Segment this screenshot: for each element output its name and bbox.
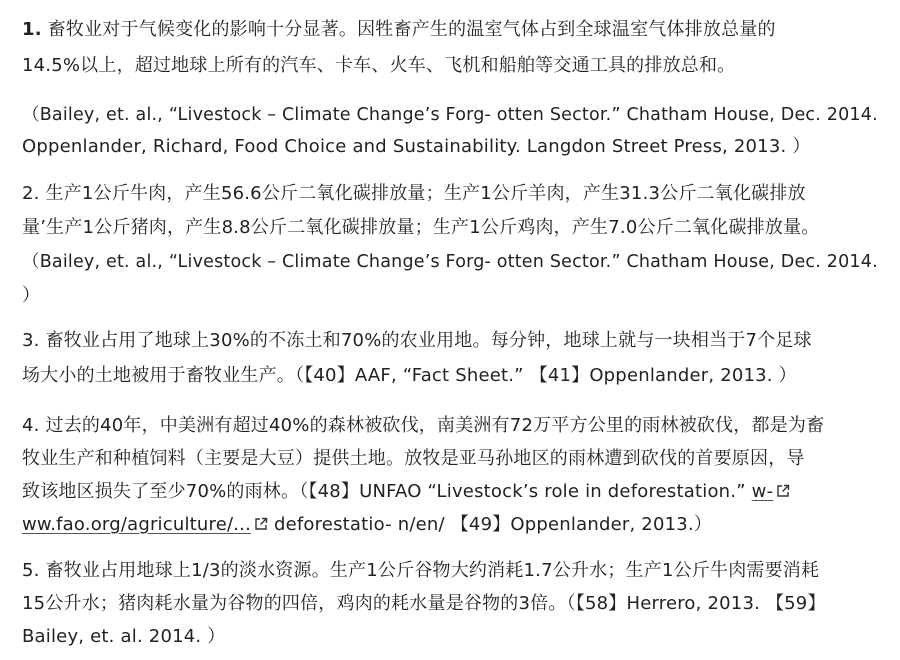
item-4-line-3: [22, 479, 790, 505]
external-link-icon[interactable]: [254, 517, 268, 531]
item-5-line-3: Bailey, et. al. 2014. ）: [22, 626, 226, 647]
item-3-line-2: 场大小的土地被用于畜牧业生产。（【40】AAF, “Fact Sheet.” 【41】Oppenlander, 2013. ）: [22, 365, 797, 386]
item-4-line-2: 牧业生产和种植饲料（主要是大豆）提供土地。放牧是亚马孙地区的雨林遭到砍伐的首要原因，导: [22, 448, 805, 469]
item-1-line-2: 14.5%以上，超过地球上所有的汽车、卡车、火车、飞机和船舶等交通工具的排放总和。: [22, 55, 736, 76]
item-1-number: 1.: [22, 19, 42, 40]
item-5-line-2: 15公升水；猪肉耗水量为谷物的四倍，鸡肉的耗水量是谷物的3倍。（【58】Herrero, 2013. 【59】: [22, 593, 826, 614]
item-1-reference-line-2: Oppenlander, Richard, Food Choice and Sustainability. Langdon Street Press, 2013. ）: [22, 136, 811, 157]
external-link-icon[interactable]: [776, 484, 790, 498]
item-4-line-1: 4. 过去的40年，中美洲有超过40%的森林被砍伐，南美洲有72万平方公里的雨林被砍伐，都是为畜: [22, 415, 825, 436]
item-4-line-4: [22, 512, 712, 538]
item-3-line-1: 3. 畜牧业占用了地球上30%的不冻土和70%的农业用地。每分钟，地球上就与一块相当于7个足球: [22, 330, 812, 351]
item-4-text-3: 致该地区损失了至少70%的雨林。（【48】UNFAO “Livestock’s role in deforestation.”: [22, 481, 752, 502]
item-2-line-4: ）: [22, 285, 41, 306]
item-2-line-1: 2. 生产1公斤牛肉，产生56.6公斤二氧化碳排放量；生产1公斤羊肉，产生31.3公斤二氧化碳排放: [22, 183, 806, 204]
item-1-text-1: 畜牧业对于气候变化的影响十分显著。因牲畜产生的温室气体占到全球温室气体排放总量的: [41, 19, 776, 40]
item-4-text-4: deforestatio- n/en/ 【49】Oppenlander, 2013.）: [268, 514, 713, 535]
item-1-line-1: [22, 17, 776, 43]
item-2-line-2: 量’生产1公斤猪肉，产生8.8公斤二氧化碳排放量；生产1公斤鸡肉，产生7.0公斤二氧化碳排放量。: [22, 217, 820, 238]
fao-link-part-2[interactable]: ww.fao.org/agriculture/...: [22, 514, 252, 535]
item-5-line-1: 5. 畜牧业占用地球上1/3的淡水资源。生产1公斤谷物大约消耗1.7公升水；生产1公斤牛肉需要消耗: [22, 560, 820, 581]
item-2-line-3: （Bailey, et. al., “Livestock – Climate Change’s Forg- otten Sector.” Chatham House, Dec. 2014.: [22, 252, 878, 272]
item-1-reference-line-1: （Bailey, et. al., “Livestock – Climate Change’s Forg- otten Sector.” Chatham House, Dec. 2014.: [22, 105, 878, 125]
fao-link-part-1[interactable]: w-: [751, 481, 774, 502]
